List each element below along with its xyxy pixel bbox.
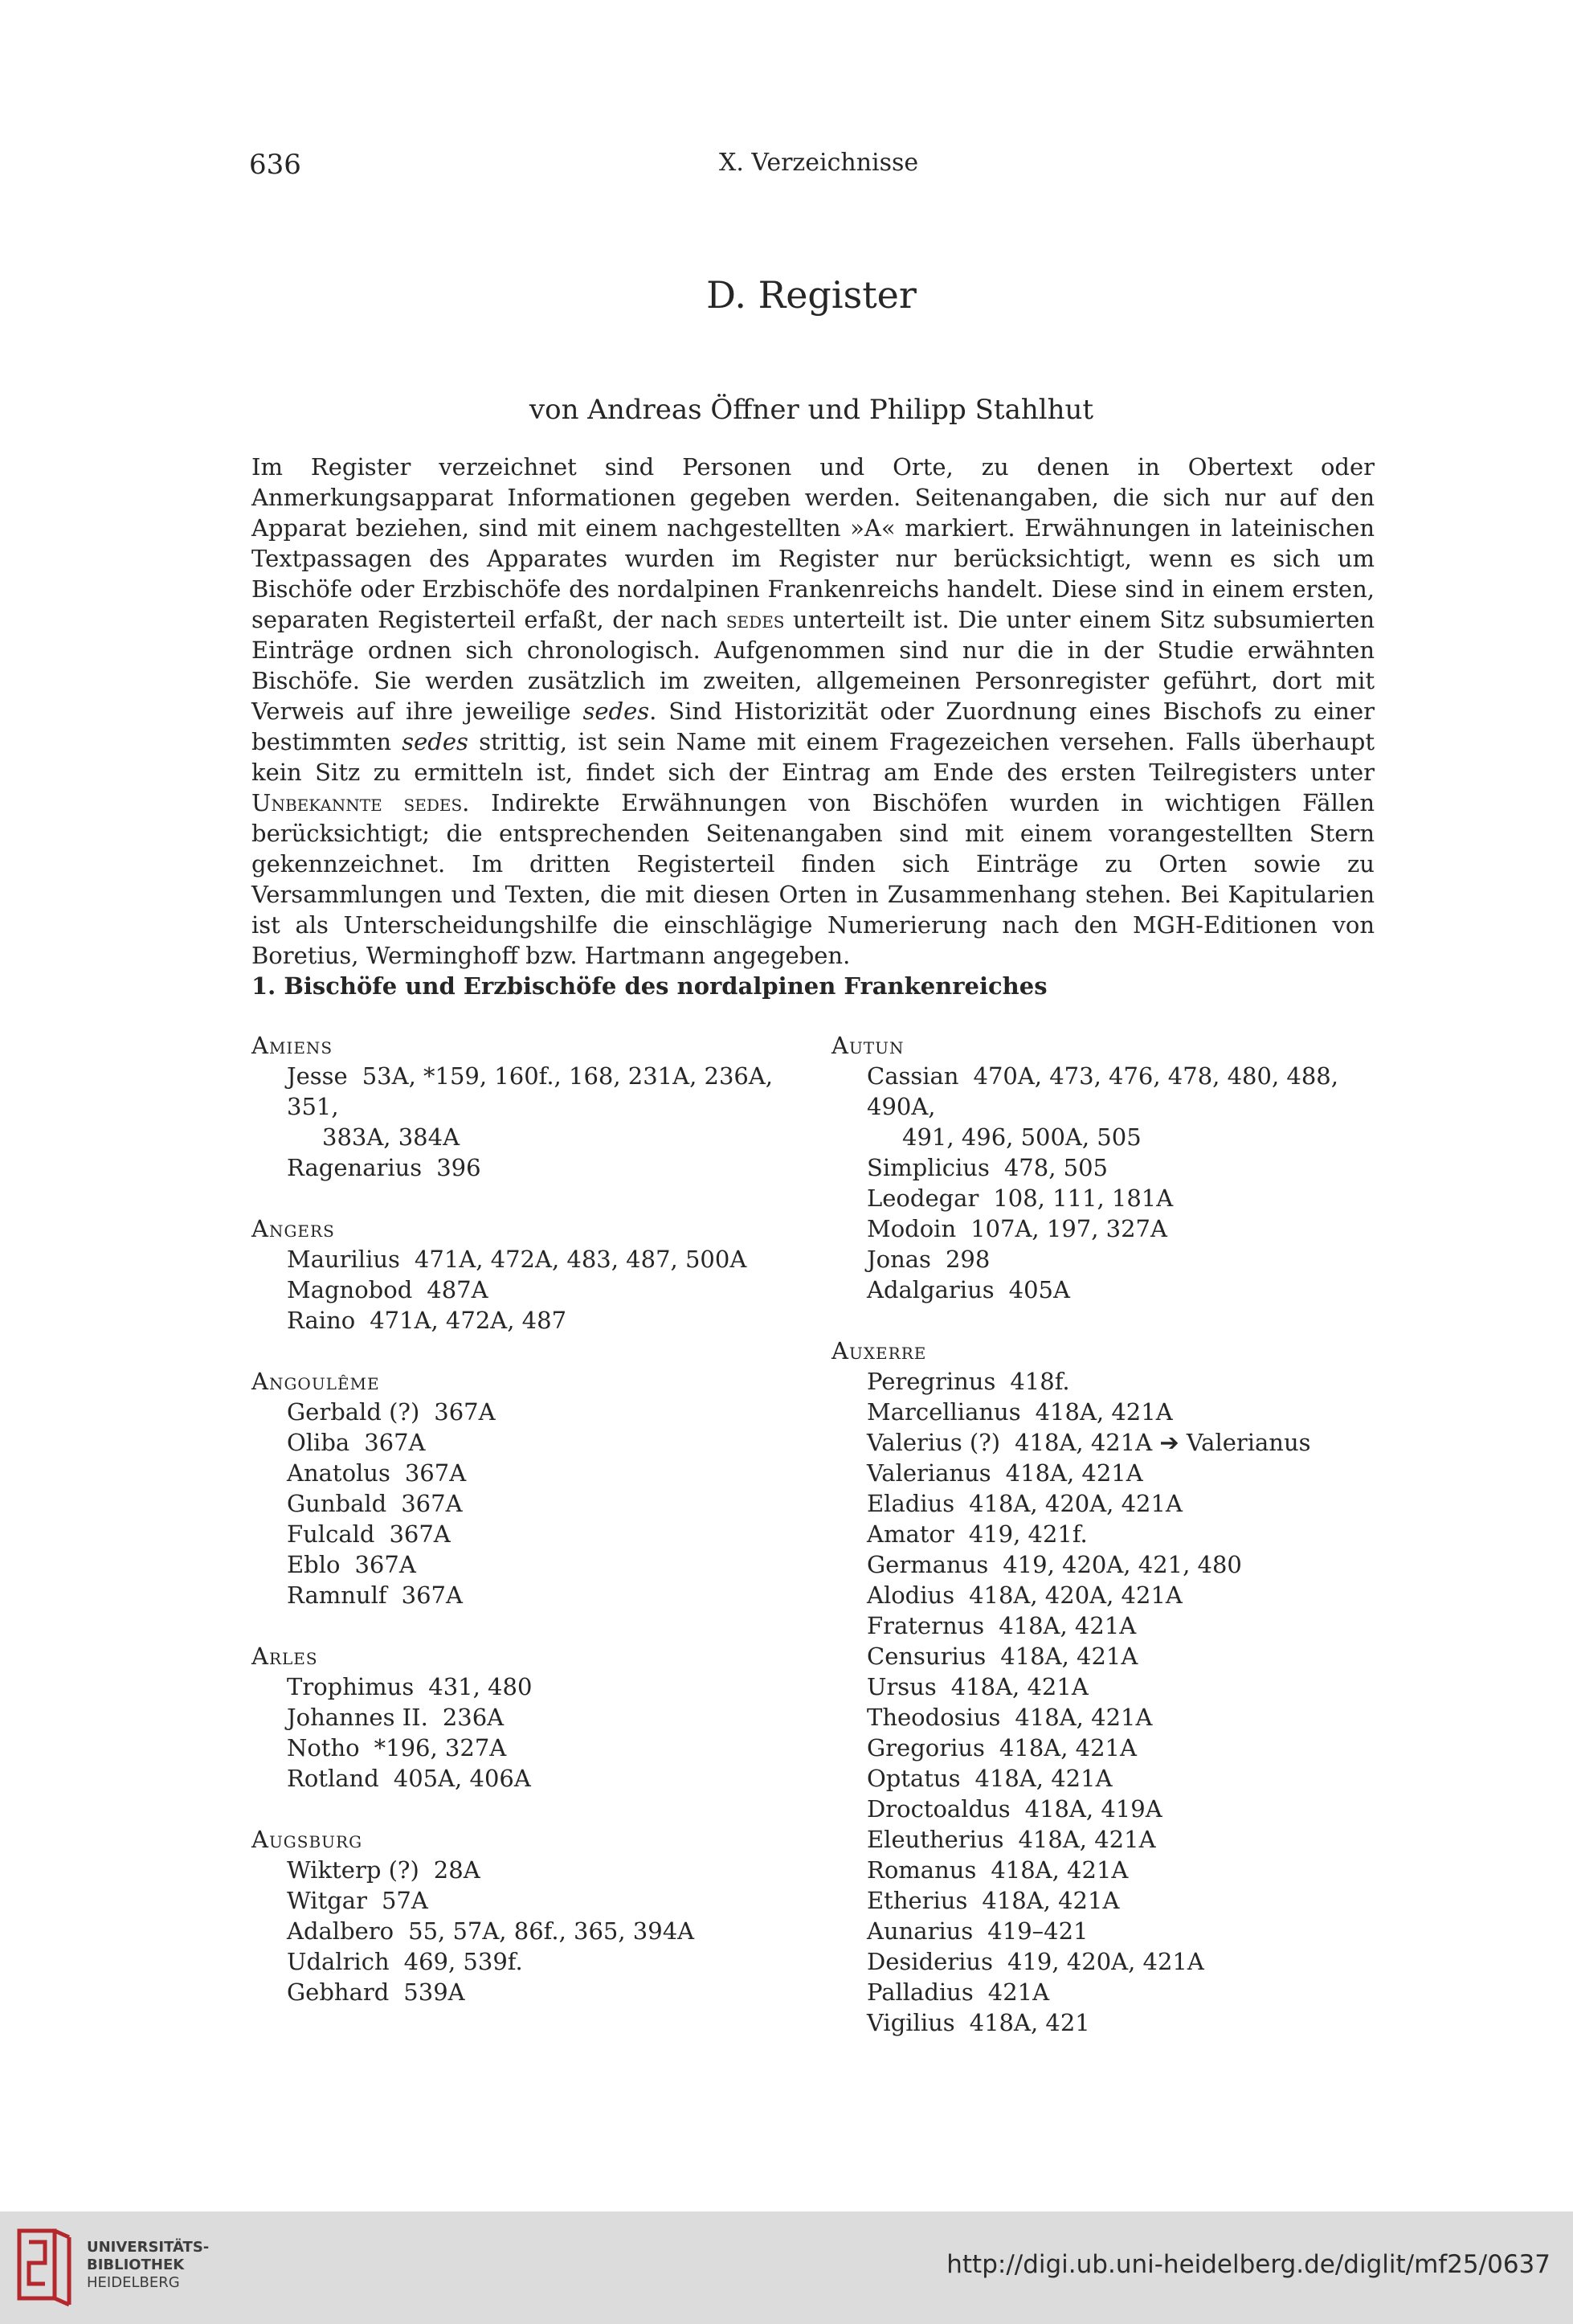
bishop-name: Romanus [867, 1856, 977, 1884]
bishop-name: Ursus [867, 1673, 937, 1700]
page-references: 418A, 421A [1000, 1643, 1138, 1670]
page-references: 418A, 421 [969, 2009, 1090, 2036]
bishop-entry [251, 1916, 814, 1946]
bishop-entry [251, 1488, 814, 1519]
page-references: 367A [354, 1551, 416, 1578]
source-url-link[interactable]: http://digi.ub.uni-heidelberg.de/diglit/mf25/0637 [946, 2250, 1551, 2279]
page-references: 487A [427, 1276, 488, 1303]
page-references: 367A [404, 1459, 467, 1487]
bishop-entry [251, 1397, 814, 1427]
page-references: 367A [401, 1490, 463, 1517]
bishop-entry [831, 1610, 1394, 1641]
page-references: 418A, 421A [974, 1765, 1113, 1792]
page-references: 419, 420A, 421, 480 [1003, 1551, 1242, 1578]
page-references: 418A, 419A [1024, 1795, 1162, 1823]
bishop-entry [831, 1946, 1394, 1977]
page-references: 298 [945, 1246, 991, 1273]
page-references: 418A, 421A [999, 1734, 1137, 1761]
bishop-name: Oliba [287, 1429, 350, 1456]
bishop-entry [251, 1061, 814, 1152]
bishop-entry [251, 1244, 814, 1275]
register-group [251, 1366, 814, 1610]
bishop-name: Magnobod [287, 1276, 413, 1303]
bishop-name: Theodosius [867, 1704, 1001, 1731]
page-references: 418A, 421A [999, 1612, 1137, 1639]
page-references: 419–421 [987, 1917, 1089, 1945]
page-references-continued: 383A, 384A [322, 1123, 460, 1151]
page-references: 418A, 421A [1015, 1704, 1153, 1731]
bishop-entry [831, 1885, 1394, 1916]
place-heading: Autun [831, 1032, 905, 1059]
bishop-name: Aunarius [867, 1917, 974, 1945]
bishop-entry [831, 1702, 1394, 1733]
bishop-entry [251, 1152, 814, 1183]
bishop-entry [831, 1244, 1394, 1275]
bishop-name: Etherius [867, 1887, 968, 1914]
bishop-name: Fulcald [287, 1520, 375, 1548]
bishop-name: Valerius (?) [867, 1429, 1001, 1456]
bishop-entry [251, 1702, 814, 1733]
bishop-entry [831, 1794, 1394, 1824]
bishop-name: Censurius [867, 1643, 987, 1670]
bishop-name: Eleutherius [867, 1826, 1004, 1853]
bishop-name: Eblo [287, 1551, 341, 1578]
bishop-entry [251, 1855, 814, 1885]
page-references: 418A, 421A [982, 1887, 1120, 1914]
place-heading: Augsburg [251, 1826, 363, 1853]
register-group [831, 1030, 1394, 1305]
bishop-entry [831, 1580, 1394, 1610]
bishop-name: Maurilius [287, 1246, 400, 1273]
bishop-name: Modoin [867, 1215, 957, 1242]
bishop-entry [831, 1763, 1394, 1794]
bishop-name: Trophimus [287, 1673, 415, 1700]
bishop-entry [831, 1671, 1394, 1702]
page-references: 55, 57A, 86f., 365, 394A [408, 1917, 695, 1945]
bishop-name: Droctoaldus [867, 1795, 1011, 1823]
authors-line: von Andreas Öffner und Philipp Stahlhut [529, 394, 1094, 426]
bishop-name: Marcellianus [867, 1398, 1021, 1426]
bishop-name: Germanus [867, 1551, 989, 1578]
bishop-entry [831, 2007, 1394, 2038]
bishop-name: Notho [287, 1734, 360, 1761]
place-heading: Angers [251, 1215, 335, 1242]
page-references: 539A [403, 1978, 465, 2006]
bishop-entry [831, 1824, 1394, 1855]
bishop-entry [831, 1061, 1394, 1152]
page-references: 471A, 472A, 483, 487, 500A [414, 1246, 747, 1273]
bishop-entry [831, 1458, 1394, 1488]
bishop-entry [251, 1671, 814, 1702]
page-references: 431, 480 [428, 1673, 533, 1700]
register-group [251, 1824, 814, 2007]
bishop-entry [831, 1519, 1394, 1549]
bishop-entry [251, 1427, 814, 1458]
intro-paragraph: Im Register verzeichnet sind Personen und Orte, zu denen in Obertext oder Anmerkungsapparat Informationen gegeben werden. Seitenangaben, die sich nur auf den Apparat beziehen, sind mit einem nachgestellten »A« markiert. Erwähnungen in lateinischen Textpassagen des Apparates wurden im Register nur berücksichtigt, wenn es sich um Bischöfe oder Erzbischöfe des nordalpinen Frankenreichs handelt. Diese sind in einem ersten, separaten Registerteil erfaßt, der nach sedes unterteilt ist. Die unter einem Sitz subsumierten Einträge ordnen sich chronologisch. Aufgenommen sind nur die in der Studie erwähnten Bischöfe. Sie werden zusätzlich im zweiten, allgemeinen Personregister geführt, dort mit Verweis auf ihre jeweilige sedes. Sind Historizität oder Zuordnung eines Bischofs zu einer bestimmten sedes strittig, ist sein Name mit einem Fragezeichen versehen. Falls überhaupt kein Sitz zu ermitteln ist, findet sich der Eintrag am Ende des ersten Teilregisters unter Unbekannte sedes. Indirekte Erwähnungen von Bischöfen wurden in wichtigen Fällen berücksichtigt; die entsprechenden Seitenangaben sind mit einem vorangestellten Stern gekennzeichnet. Im dritten Registerteil finden sich Einträge zu Orten sowie zu Versammlungen und Texten, die mit diesen Orten in Zusammenhang stehen. Bei Kapitularien ist als Unterscheidungshilfe die einschlägige Numerierung nach den MGH-Editionen von Boretius, Werminghoff bzw. Hartmann angegeben. [251, 453, 1375, 969]
bishop-entry [831, 1733, 1394, 1763]
page-references: 418A, 421A [1005, 1459, 1143, 1487]
bishop-name: Udalrich [287, 1948, 390, 1975]
bishop-entry [831, 1916, 1394, 1946]
section-heading: 1. Bischöfe und Erzbischöfe des nordalpinen Frankenreiches [251, 972, 1048, 1000]
page-references: 419, 421f. [968, 1520, 1088, 1548]
bishop-entry [251, 1763, 814, 1794]
bishop-name: Cassian [867, 1062, 959, 1090]
page-references: *196, 327A [374, 1734, 507, 1761]
bishop-name: Leodegar [867, 1185, 979, 1212]
page-references: 478, 505 [1003, 1154, 1108, 1181]
bishop-entry [251, 1733, 814, 1763]
page-references: 418f. [1010, 1368, 1070, 1395]
bishop-name: Gregorius [867, 1734, 985, 1761]
bishop-name: Valerianus [867, 1459, 991, 1487]
page-references: 108, 111, 181A [993, 1185, 1174, 1212]
bishop-name: Gebhard [287, 1978, 390, 2006]
bishop-entry [831, 1855, 1394, 1885]
bishop-entry [831, 1977, 1394, 2007]
page-references-continued: 491, 496, 500A, 505 [902, 1123, 1142, 1151]
bishop-name: Wikterp (?) [287, 1856, 419, 1884]
bishop-entry [831, 1366, 1394, 1397]
bishop-name: Anatolus [287, 1459, 390, 1487]
bishop-entry [251, 1885, 814, 1916]
register-group [251, 1030, 814, 1183]
place-heading: Angoulême [251, 1368, 380, 1395]
footer-bar [0, 2211, 1573, 2324]
page-references: 28A [433, 1856, 480, 1884]
bishop-name: Gerbald (?) [287, 1398, 420, 1426]
place-heading: Arles [251, 1643, 318, 1670]
bishop-name: Raino [287, 1307, 356, 1334]
page-references: 418A, 421A [1035, 1398, 1173, 1426]
bishop-name: Desiderius [867, 1948, 993, 1975]
running-head: X. Verzeichnisse [719, 149, 919, 177]
bishop-entry [831, 1275, 1394, 1305]
register-group [251, 1213, 814, 1336]
bishop-name: Jonas [867, 1246, 931, 1273]
page-references: 236A [442, 1704, 505, 1731]
bishop-entry [251, 1275, 814, 1305]
page-references: 367A [389, 1520, 451, 1548]
place-heading: Amiens [251, 1032, 333, 1059]
page-references: 471A, 472A, 487 [370, 1307, 567, 1334]
page-references: 367A [434, 1398, 496, 1426]
library-name: UNIVERSITÄTS- BIBLIOTHEK HEIDELBERG [87, 2239, 210, 2291]
bishop-name: Jesse [287, 1062, 348, 1090]
bishop-name: Fraternus [867, 1612, 985, 1639]
bishop-name: Johannes II. [287, 1704, 428, 1731]
bishop-entry [251, 1519, 814, 1549]
page-references: 470A, 473, 476, 478, 480, 488, 490A, [867, 1062, 1338, 1120]
bishop-name: Optatus [867, 1765, 961, 1792]
page-references: 396 [436, 1154, 481, 1181]
page-references: 469, 539f. [403, 1948, 523, 1975]
bishop-entry [251, 1549, 814, 1580]
bishop-entry [831, 1549, 1394, 1580]
bishop-name: Eladius [867, 1490, 955, 1517]
place-heading: Auxerre [831, 1337, 927, 1365]
page-references: 405A [1008, 1276, 1070, 1303]
page-references: 421A [987, 1978, 1050, 2006]
page-references: 57A [381, 1887, 428, 1914]
page-references: 419, 420A, 421A [1007, 1948, 1204, 1975]
bishop-name: Vigilius [867, 2009, 955, 2036]
library-logo-icon [16, 2224, 80, 2311]
register-group [831, 1336, 1394, 2038]
bishop-name: Adalbero [287, 1917, 394, 1945]
bishop-entry [831, 1152, 1394, 1183]
page-references: 367A [401, 1581, 463, 1609]
bishop-entry [831, 1427, 1394, 1458]
bishop-name: Amator [867, 1520, 954, 1548]
page-references: 418A, 420A, 421A [969, 1581, 1183, 1609]
page-references: 418A, 421A [991, 1856, 1129, 1884]
page-references: 418A, 421A [1018, 1826, 1156, 1853]
bishop-entry [831, 1641, 1394, 1671]
page-references: 418A, 420A, 421A [969, 1490, 1183, 1517]
bishop-entry [251, 1580, 814, 1610]
bishop-entry [831, 1397, 1394, 1427]
bishop-entry [831, 1183, 1394, 1213]
page-title: D. Register [706, 273, 917, 317]
bishop-entry [251, 1305, 814, 1336]
register-column-left [251, 1030, 814, 2007]
register-group [251, 1641, 814, 1794]
bishop-entry [831, 1213, 1394, 1244]
bishop-entry [251, 1458, 814, 1488]
bishop-entry [831, 1488, 1394, 1519]
bishop-name: Ragenarius [287, 1154, 423, 1181]
page-references: 418A, 421A [950, 1673, 1089, 1700]
bishop-name: Adalgarius [867, 1276, 995, 1303]
bishop-entry [251, 1977, 814, 2007]
page-number: 636 [249, 149, 301, 181]
page-references: 107A, 197, 327A [970, 1215, 1167, 1242]
bishop-name: Peregrinus [867, 1368, 996, 1395]
bishop-name: Alodius [867, 1581, 955, 1609]
register-column-right [831, 1030, 1394, 2068]
bishop-name: Rotland [287, 1765, 379, 1792]
bishop-name: Gunbald [287, 1490, 387, 1517]
page-references: 367A [364, 1429, 426, 1456]
page-references: 53A, *159, 160f., 168, 231A, 236A, 351, [287, 1062, 774, 1120]
page-references: 418A, 421A ➔ Valerianus [1015, 1429, 1311, 1456]
bishop-name: Ramnulf [287, 1581, 387, 1609]
bishop-name: Palladius [867, 1978, 974, 2006]
page-references: 405A, 406A [393, 1765, 531, 1792]
bishop-name: Witgar [287, 1887, 367, 1914]
bishop-entry [251, 1946, 814, 1977]
bishop-name: Simplicius [867, 1154, 990, 1181]
